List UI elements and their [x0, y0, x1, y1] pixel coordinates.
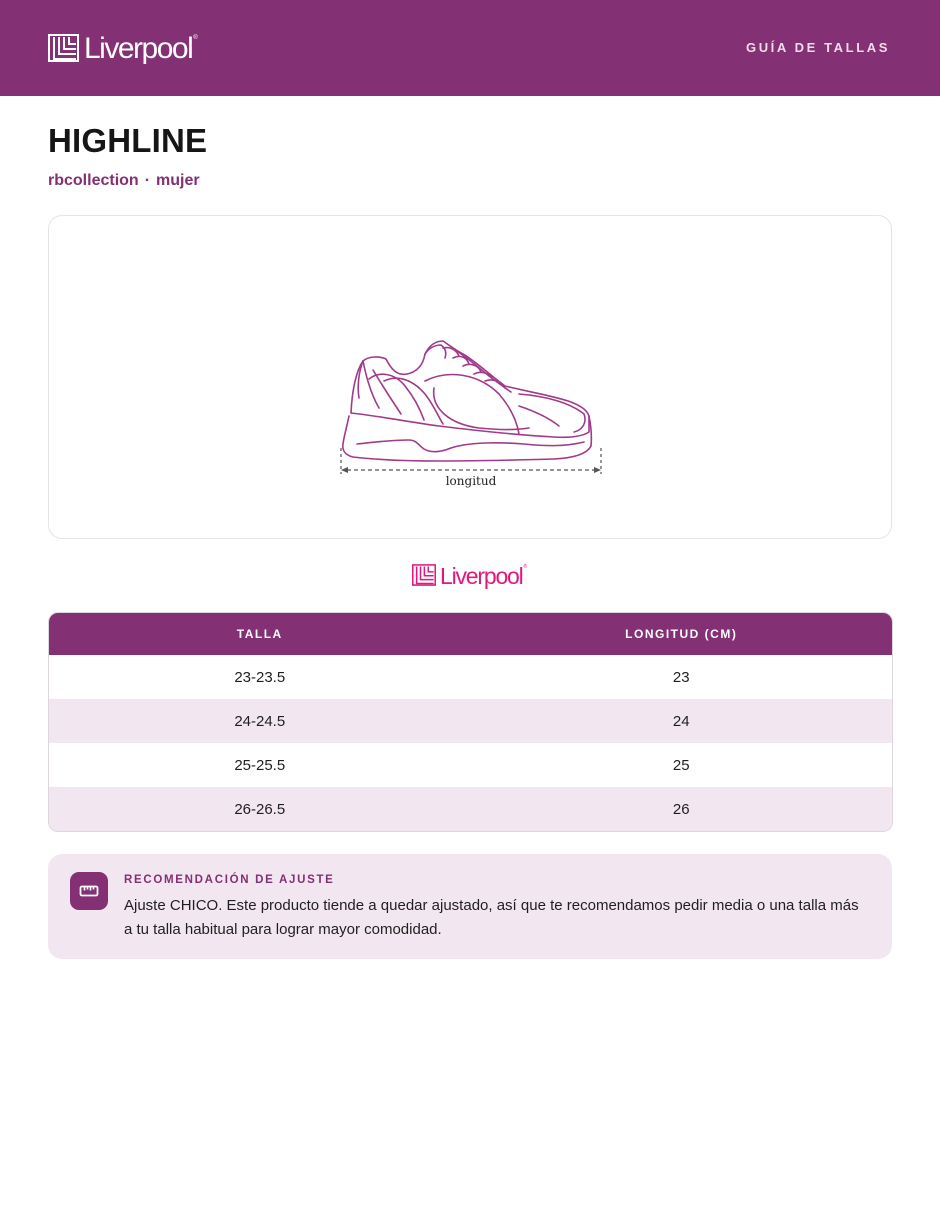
table-row	[49, 655, 892, 699]
table-row	[49, 699, 892, 743]
size-cell: 26-26.5	[49, 787, 471, 831]
liverpool-logo-mark-icon	[48, 34, 79, 62]
registered-mark: ®	[193, 35, 198, 41]
size-cell: 25-25.5	[49, 743, 471, 787]
liverpool-logo-text: Liverpool	[84, 32, 193, 65]
product-gender: mujer	[156, 172, 200, 189]
fit-recommendation-box	[48, 854, 892, 959]
table-row	[49, 743, 892, 787]
subtitle-separator: ·	[144, 172, 151, 189]
recommendation-title: RECOMENDACIÓN DE AJUSTE	[124, 874, 335, 886]
column-header-length: LONGITUD (CM)	[625, 627, 738, 641]
liverpool-logo-mark-icon	[412, 564, 436, 586]
liverpool-logo[interactable]	[48, 30, 198, 66]
table-row	[49, 787, 892, 831]
product-title: HIGHLINE	[48, 122, 208, 159]
length-cell: 23	[471, 655, 893, 699]
liverpool-footer-logo	[412, 561, 527, 589]
top-bar	[0, 0, 940, 96]
size-chart-table	[48, 612, 893, 832]
shoe-illustration-card	[48, 215, 892, 539]
shoe-measurement-illustration	[339, 336, 603, 491]
registered-mark: ®	[523, 564, 528, 570]
ruler-icon	[70, 872, 108, 910]
liverpool-footer-logo-text: Liverpool	[440, 562, 523, 589]
size-cell: 24-24.5	[49, 699, 471, 743]
size-cell: 23-23.5	[49, 655, 471, 699]
column-header-size: TALLA	[236, 627, 283, 641]
size-guide-label: GUÍA DE TALLAS	[745, 40, 890, 55]
recommendation-text: Ajuste CHICO. Este producto tiende a quedar ajustado, así que te recomendamos pedir media o una talla más a tu talla habitual para lograr mayor comodidad.	[124, 897, 859, 938]
length-measure-label: longitud	[445, 474, 497, 488]
product-subtitle	[48, 172, 200, 190]
table-header-row	[49, 613, 892, 655]
length-cell: 25	[471, 743, 893, 787]
product-brand: rbcollection	[48, 172, 139, 189]
length-cell: 26	[471, 787, 893, 831]
length-cell: 24	[471, 699, 893, 743]
